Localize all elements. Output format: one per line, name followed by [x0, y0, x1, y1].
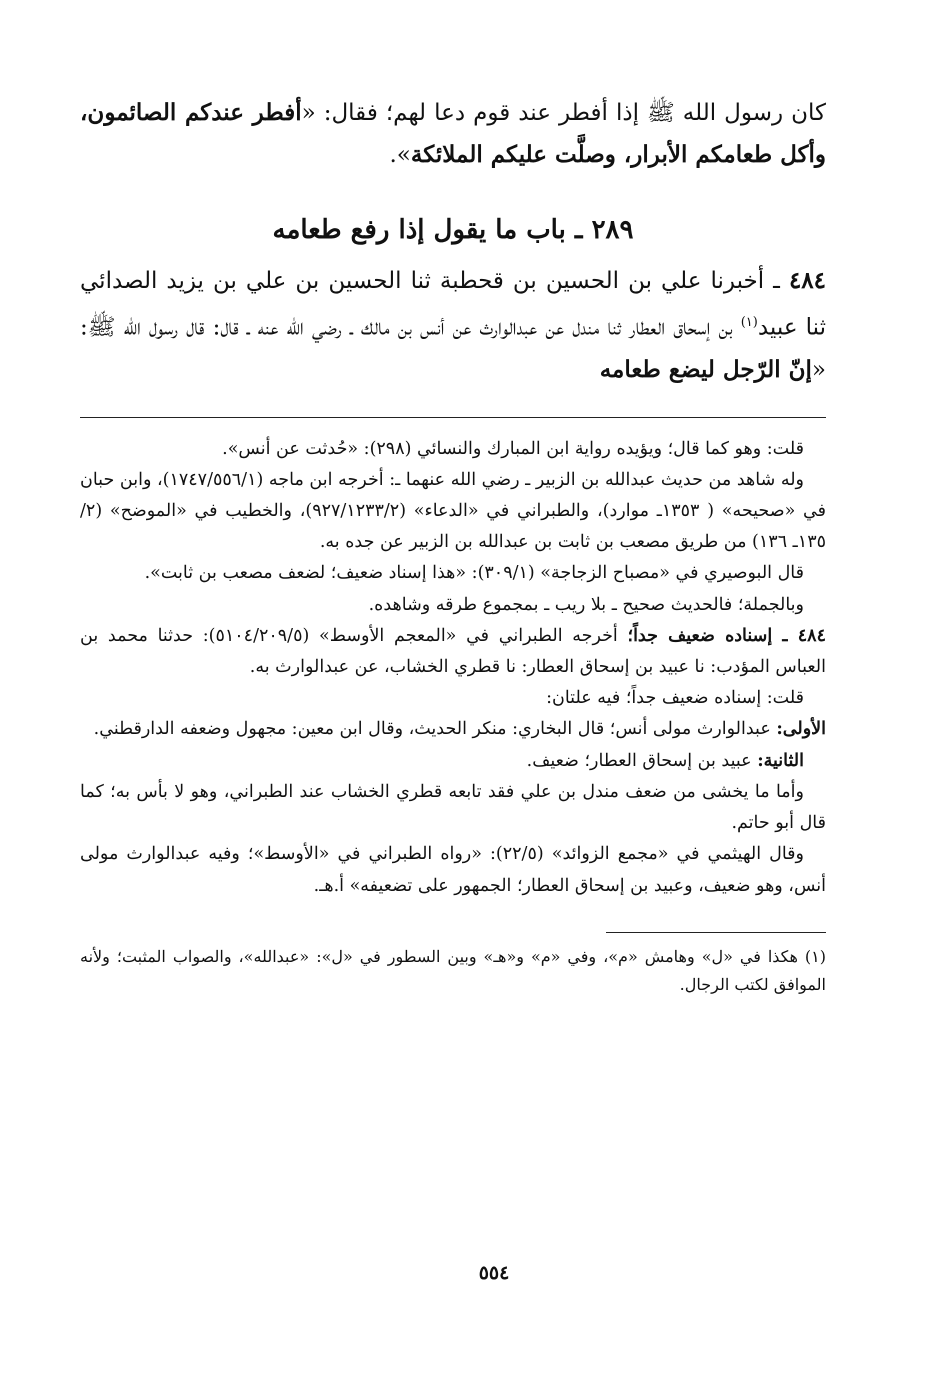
second-defect-text: عبيد بن إسحاق العطار؛ ضعيف. — [526, 750, 758, 771]
hadith-isnad-b: بن إسحاق العطار ثنا مندل عن عبدالوارث عن أنس بن مالك ـ رضي الله عنه ـ قال: قال رسول الله ﷺ: « — [80, 314, 826, 383]
hadith-484 — [80, 260, 826, 391]
intro-close: ». — [389, 142, 411, 168]
note-9: وأما ما يخشى من ضعف مندل بن علي فقد تابعه قطري الخشاب عند الطبراني، وهو لا بأس به؛ كما قال أبو حاتم. — [80, 781, 826, 834]
footnote-text: هكذا في «ل» وهامش «م»، وفي «م» و«هـ» وبين السطور في «ل»: «عبدالله»، والصواب المثبت؛ ولأنه الموافق لكتب الرجال. — [80, 946, 826, 994]
note-4: وبالجملة؛ فالحديث صحيح ـ بلا ريب ـ بمجموع طرقه وشاهده. — [368, 594, 804, 615]
note-6: قلت: إسناده ضعيف جداً؛ فيه علتان: — [546, 688, 804, 709]
note-3: قال البوصيري في «مصباح الزجاجة» (٣٠٩/١): «هذا إسناد ضعيف؛ لضعف مصعب بن ثابت». — [144, 563, 804, 584]
footnote-ref: (١) — [740, 315, 758, 330]
page-number: ٥٥٤ — [478, 1262, 510, 1284]
footnote-marker: (١) — [804, 946, 826, 966]
note-7 — [80, 714, 826, 745]
hadith-matn: إنّ الرّجل ليضع طعامه — [599, 355, 812, 383]
intro-text: كان رسول الله ﷺ إذا أفطر عند قوم دعا لهم؛ فقال: « — [301, 100, 826, 126]
note-2: وله شاهد من حديث عبدالله بن الزبير ـ رضي الله عنهما ـ: أخرجه ابن ماجه (١٧٤٧/٥٥٦/١)، وابن حبان في «صحيحه» ( ١٣٥٣ـ موارد)، والطبراني في «الدعاء» (٩٢٧/١٢٣٣/٢)، والخطيب في «الموضح» (٢/ ١٣٥ـ ١٣٦) من طريق مصعب بن ثابت بن عبدالله بن الزبير عن جده به. — [80, 469, 826, 553]
chapter-heading: ٢٨٩ ـ باب ما يقول إذا رفع طعامه — [272, 215, 634, 245]
footnote-1 — [80, 943, 826, 999]
note-8 — [80, 746, 826, 777]
note-5 — [80, 621, 826, 683]
first-defect-text: عبدالوارث مولى أنس؛ قال البخاري: منكر الحديث، وقال ابن معين: مجهول وضعفه الدارقطني. — [93, 719, 777, 740]
intro-hadith-quote: أفطر عندكم الصائمون، وأكل طعامكم الأبرار، وصلَّت عليكم الملائكة — [80, 99, 826, 168]
note-10: وقال الهيثمي في «مجمع الزوائد» (٢٢/٥): «رواه الطبراني في «الأوسط»؛ وفيه عبدالوارث مولى أنس، وهو ضعيف، وعبيد بن إسحاق العطار؛ الجمهور على تضعيفه» أ.هـ. — [80, 844, 826, 896]
footnote-divider — [606, 932, 826, 933]
notes-divider — [80, 417, 826, 418]
commentary — [80, 434, 826, 902]
first-defect-label: الأولى: — [776, 719, 826, 740]
note-5-text: أخرجه الطبراني في «المعجم الأوسط» (٥١٠٤/٢٠٩/٥): حدثنا محمد بن العباس المؤدب: نا عبيد بن إسحاق العطار: نا قطري الخشاب، عن عبدالوارث به. — [80, 625, 826, 678]
hadith-number: ٤٨٤ — [788, 267, 826, 294]
hadith-isnad-a: ـ أخبرنا علي بن الحسين بن قحطبة ثنا الحسين بن علي بن يزيد الصدائي ثنا عبيد — [80, 268, 826, 341]
footnotes — [80, 943, 826, 999]
note-1: قلت: وهو كما قال؛ ويؤيده رواية ابن المبارك والنسائي (٢٩٨): «حُدثت عن أنس». — [222, 438, 804, 459]
page-body — [80, 92, 826, 999]
note-grading: ـ إسناده ضعيف جداً؛ — [627, 625, 798, 646]
note-hadith-number: ٤٨٤ — [797, 625, 826, 646]
paragraph-intro — [80, 92, 826, 176]
second-defect-label: الثانية: — [757, 750, 804, 771]
main-text — [80, 92, 826, 391]
